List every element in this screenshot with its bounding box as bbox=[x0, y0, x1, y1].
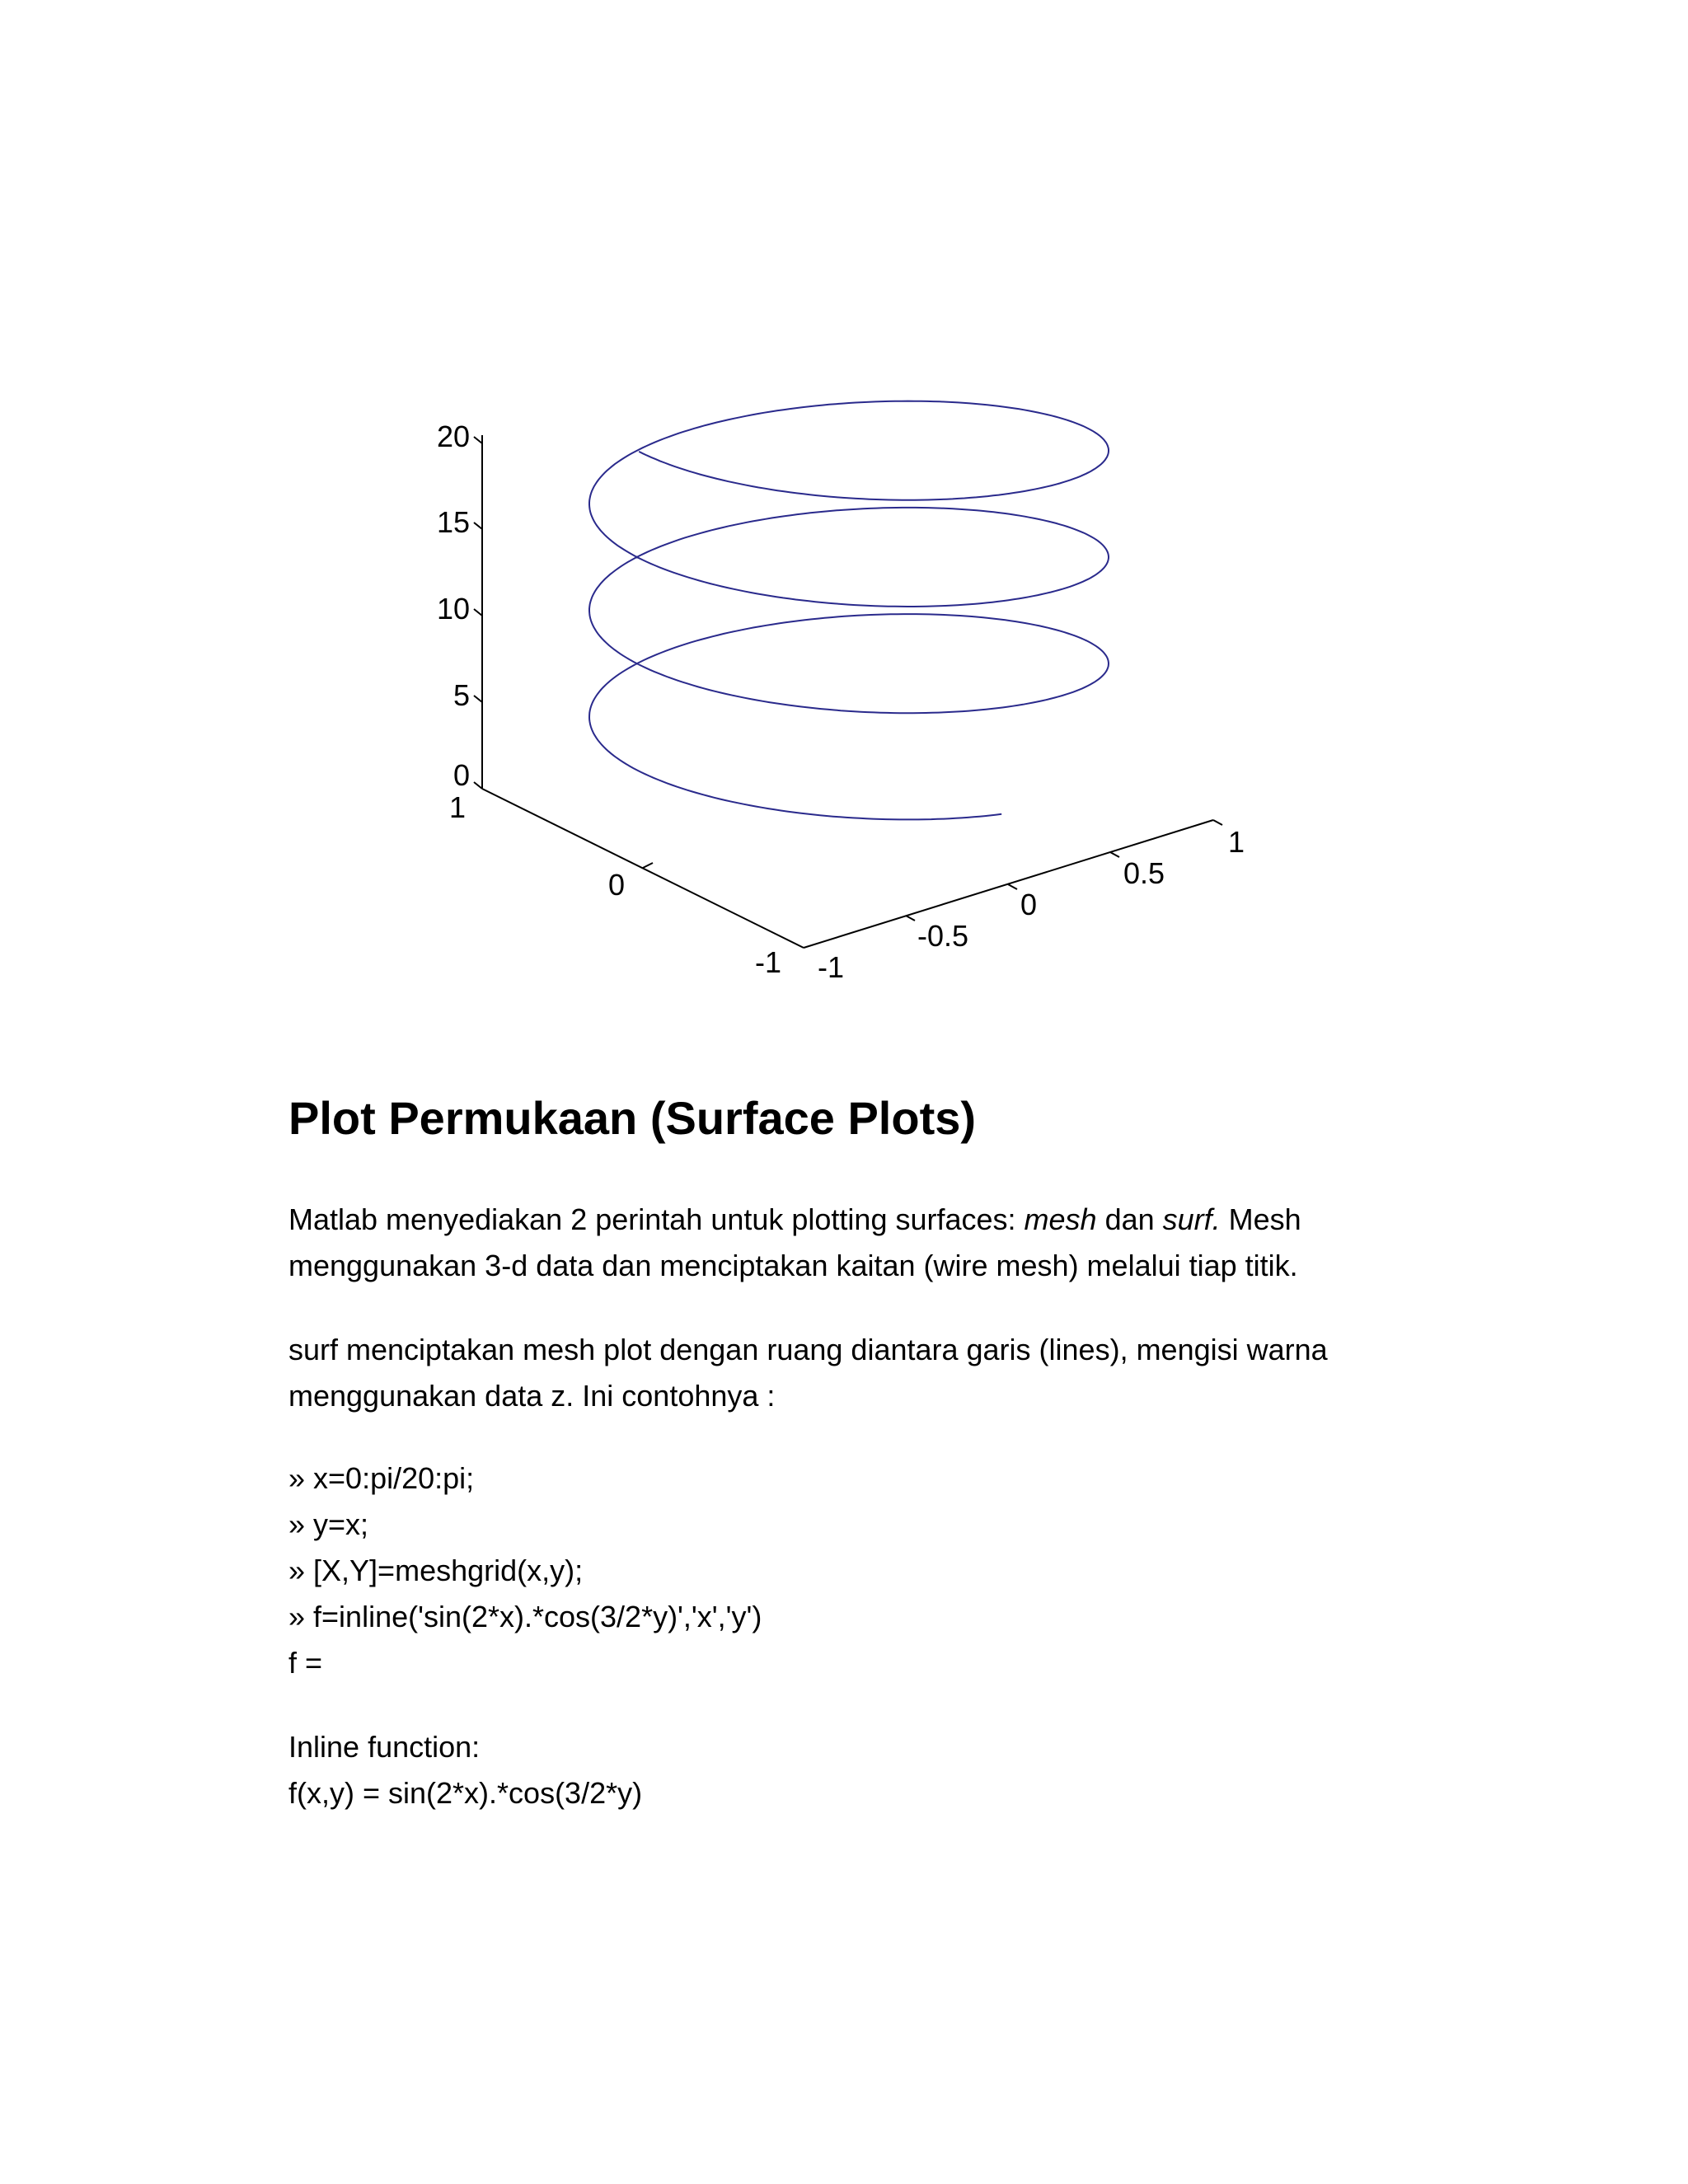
z-tick-20 bbox=[474, 437, 482, 443]
paragraph-2-line-2: menggunakan data z. Ini contohnya : bbox=[288, 1379, 776, 1413]
p1-text-b: dan bbox=[1096, 1202, 1163, 1236]
x-tick-label-05: 0.5 bbox=[1123, 856, 1165, 890]
code-line: » [X,Y]=meshgrid(x,y); bbox=[288, 1554, 584, 1587]
p1-em-surf: surf. bbox=[1162, 1202, 1221, 1236]
y-tick-label-1: 1 bbox=[448, 790, 466, 824]
y-tick-label-0: 0 bbox=[607, 868, 625, 902]
code-line: » y=x; bbox=[288, 1507, 369, 1541]
x-tick-label-1: 1 bbox=[1228, 825, 1245, 859]
page-heading: Plot Permukaan (Surface Plots) bbox=[288, 1092, 977, 1144]
code-line: f = bbox=[288, 1646, 323, 1680]
code-block bbox=[288, 1455, 1525, 1686]
z-tick-label-20: 20 bbox=[436, 419, 470, 453]
paragraph-1-line-2: menggunakan 3-d data dan menciptakan kaitan (wire mesh) melalui tiap titik. bbox=[288, 1249, 1298, 1282]
helix-3d-plot bbox=[0, 0, 1688, 1071]
paragraph-3-line-2: f(x,y) = sin(2*x).*cos(3/2*y) bbox=[288, 1776, 643, 1810]
paragraph-inline-function bbox=[288, 1724, 1525, 1816]
paragraph-1-line-1 bbox=[288, 1197, 1525, 1243]
y-tick-label-neg1: -1 bbox=[754, 945, 781, 979]
z-tick-0 bbox=[474, 782, 482, 789]
y-tick-0 bbox=[643, 863, 653, 868]
paragraph-3-line-1: Inline function: bbox=[288, 1730, 481, 1764]
paragraph-surf bbox=[288, 1327, 1525, 1419]
paragraph-2-line-1: surf menciptakan mesh plot dengan ruang diantara garis (lines), mengisi warna bbox=[288, 1333, 1328, 1366]
z-tick-label-15: 15 bbox=[436, 505, 470, 539]
code-line: » x=0:pi/20:pi; bbox=[288, 1461, 475, 1495]
x-tick-05 bbox=[1110, 852, 1119, 857]
p1-text-c: Mesh bbox=[1220, 1202, 1301, 1236]
x-tick-label-neg1: -1 bbox=[818, 950, 845, 984]
z-tick-5 bbox=[474, 696, 482, 702]
z-tick-label-5: 5 bbox=[452, 678, 470, 712]
y-axis-line bbox=[482, 789, 804, 948]
z-tick-label-0: 0 bbox=[452, 758, 470, 792]
helix-curve bbox=[589, 401, 1109, 820]
z-tick-label-10: 10 bbox=[436, 592, 470, 626]
x-tick-neg05 bbox=[906, 916, 915, 921]
code-line: » f=inline('sin(2*x).*cos(3/2*y)','x','y') bbox=[288, 1600, 762, 1633]
x-tick-1 bbox=[1213, 820, 1222, 825]
x-tick-0 bbox=[1008, 884, 1017, 889]
x-tick-label-0: 0 bbox=[1020, 888, 1038, 921]
p1-em-mesh: mesh bbox=[1024, 1202, 1097, 1236]
p1-text-a: Matlab menyediakan 2 perintah untuk plotting surfaces: bbox=[288, 1202, 1025, 1236]
x-tick-label-neg05: -0.5 bbox=[917, 919, 969, 953]
paragraph-mesh-surf bbox=[288, 1197, 1525, 1289]
z-tick-10 bbox=[474, 609, 482, 616]
z-tick-15 bbox=[474, 523, 482, 529]
z-ticks bbox=[474, 437, 482, 789]
